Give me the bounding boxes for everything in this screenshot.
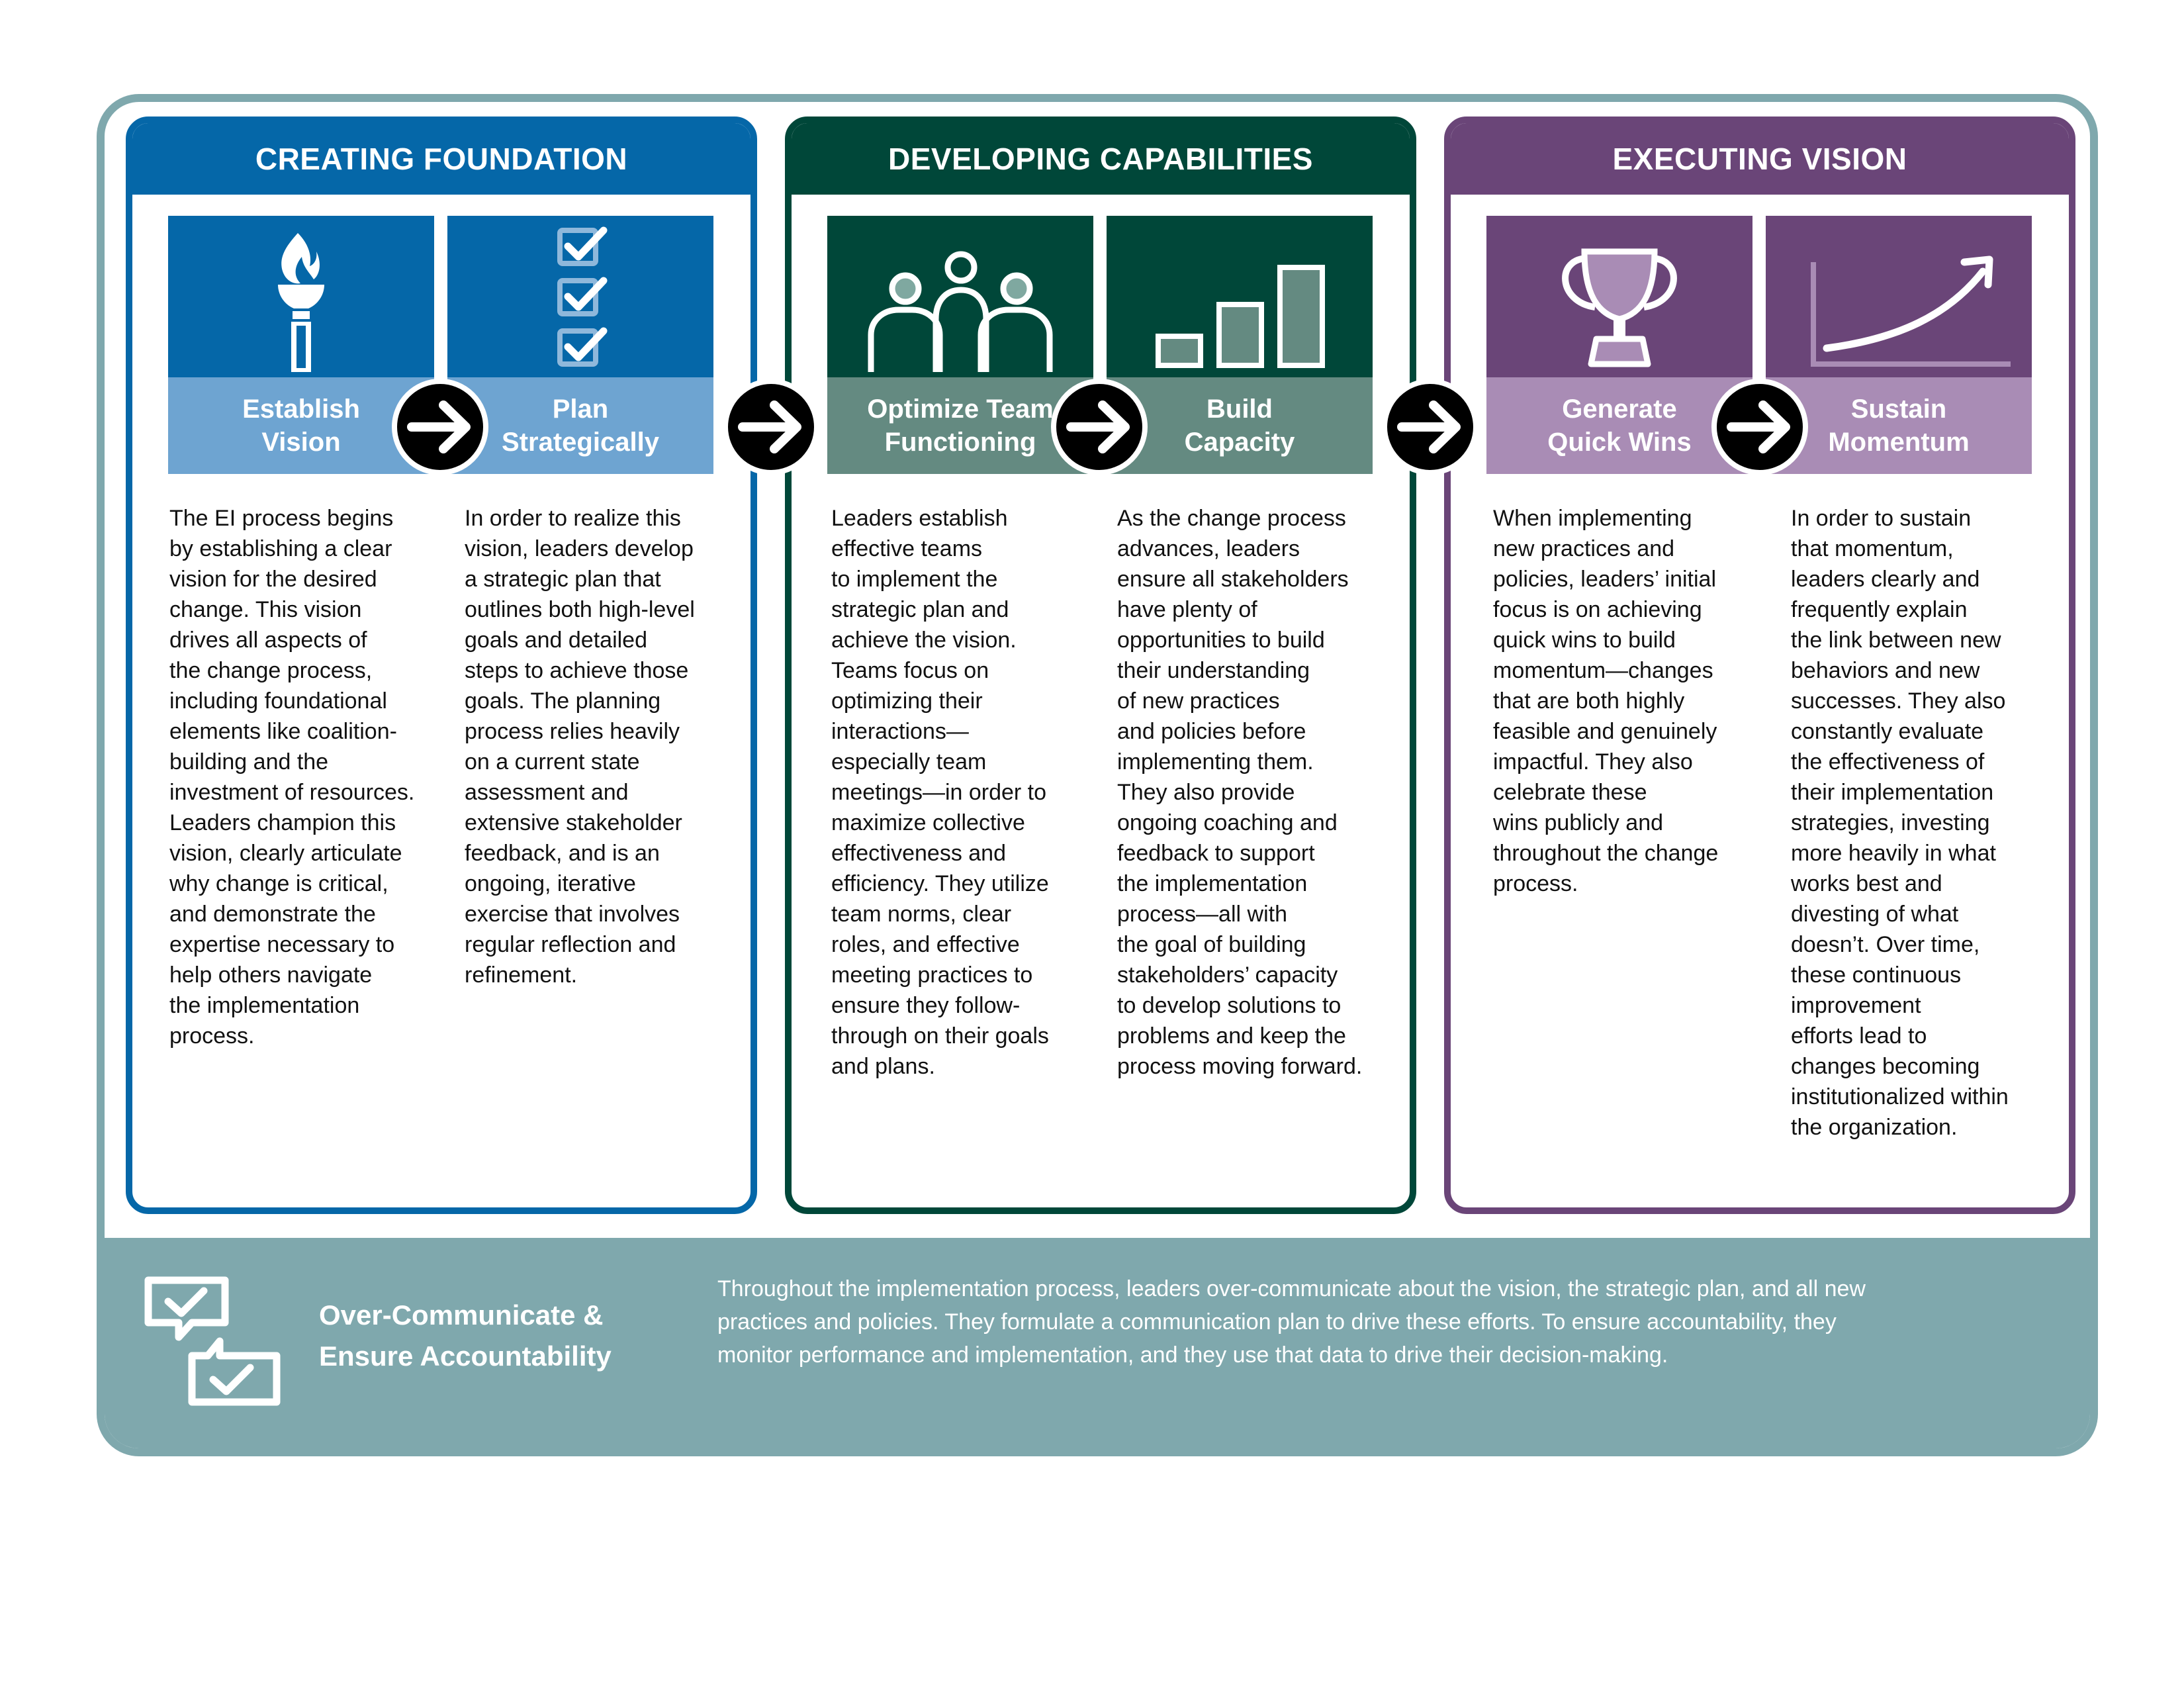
stage-title: DEVELOPING CAPABILITIES [792, 123, 1410, 195]
card-label: Optimize Team Functioning [827, 377, 1093, 474]
chat-check-icon [139, 1270, 285, 1415]
trophy-icon [1486, 216, 1752, 377]
card-label: Plan Strategically [447, 377, 713, 474]
footer-title: Over-Communicate & Ensure Accountability [319, 1299, 612, 1372]
arrow-right-icon [390, 377, 490, 477]
card-label: Establish Vision [168, 377, 434, 474]
description-build-capacity: As the change process advances, leaders ensure all stakeholders have plenty of opportunities to build their understanding of new practices and policies before implementing them. They also provide ongoing coaching and feedback to support the implementation process—all with the goal of building stakeholders’ capacity to develop solutions to problems and keep the process moving forward. [1117, 506, 1363, 1079]
team-icon [827, 216, 1093, 377]
arrow-right-icon [1710, 377, 1809, 477]
card-label: Generate Quick Wins [1486, 377, 1752, 474]
bar-chart-icon [1107, 216, 1373, 377]
torch-icon [168, 216, 434, 377]
checklist-icon [447, 216, 713, 377]
arrow-right-icon [1050, 377, 1149, 477]
footer-description: Throughout the implementation process, leaders over-communicate about the vision, the strategic plan, and all new practices and policies. They formulate a communication plan to drive these efforts. To ensure accountability, they monitor performance and implementation, and they use that data to drive their decision-making. [717, 1276, 1866, 1368]
description-sustain-momentum: In order to sustain that momentum, leaders clearly and frequently explain the link between new behaviors and new successes. They also constantly evaluate the effectiveness of their implementation strategies, investing more heavily in what works best and divesting of what doesn’t. Over time, these continuous improvement efforts lead to changes becoming institutionalized within the organization. [1791, 506, 2009, 1140]
growth-chart-icon [1766, 216, 2032, 377]
description-generate-quick-wins: When implementing new practices and policies, leaders’ initial focus is on achieving quick wins to build momentum—changes that are both highly feasible and genuinely impactful. They also celebrate these wins publicly and throughout the change process. [1493, 506, 1719, 896]
description-plan-strategically: In order to realize this vision, leaders develop a strategic plan that outlines both high-level goals and detailed steps to achieve those goals. The planning process relies heavily on a current state assessment and extensive stakeholder feedback, and is an ongoing, iterative exercise that involves regular reflection and refinement. [465, 506, 695, 988]
card-label: Sustain Momentum [1766, 377, 2032, 474]
arrow-right-icon [1381, 377, 1480, 477]
description-establish-vision: The EI process begins by establishing a clear vision for the desired change. This vision drives all aspects of the change process, including foundational elements like coalition- building and the investment of resources. Leaders champion this vision, clearly articulate why change is critical, and demonstrate the expertise necessary to help others navigate the implementation process. [169, 506, 415, 1049]
card-label: Build Capacity [1107, 377, 1373, 474]
stage-title: CREATING FOUNDATION [132, 123, 751, 195]
stage-title: EXECUTING VISION [1451, 123, 2069, 195]
description-optimize-team-functioning: Leaders establish effective teams to implement the strategic plan and achieve the vision. Teams focus on optimizing their interactions— especially team meetings—in order to maximize collective effectiveness and efficiency. They utilize team norms, clear roles, and effective meeting practices to ensure they follow- through on their goals and plans. [831, 506, 1049, 1079]
arrow-right-icon [721, 377, 821, 477]
